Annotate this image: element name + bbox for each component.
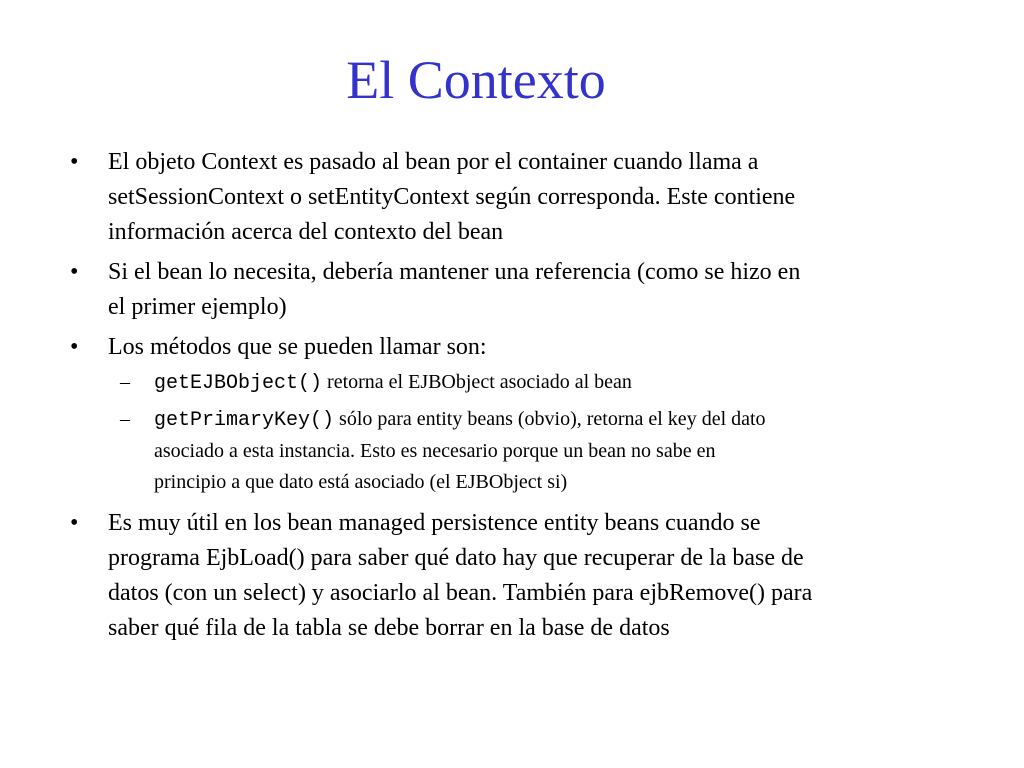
sub-bullet-point	[120, 404, 954, 498]
dash-icon: –	[120, 371, 130, 393]
sub-bullet-text: sólo para entity beans (obvio), retorna el key del dato	[334, 408, 766, 430]
method-name-code: getEJBObject()	[154, 372, 323, 395]
method-name-code: getPrimaryKey()	[154, 409, 335, 432]
bullet-text-line: programa EjbLoad() para saber qué dato hay que recuperar de la base de	[108, 545, 804, 571]
bullet-point	[70, 506, 968, 646]
sub-bullet-text-line	[154, 367, 954, 399]
bullet-icon: •	[70, 510, 79, 536]
bullet-point	[70, 255, 968, 325]
bullet-icon: •	[70, 334, 79, 360]
bullet-text-line: setSessionContext o setEntityContext según corresponda. Este contiene	[108, 184, 796, 210]
bullet-text-line: el primer ejemplo)	[108, 294, 287, 320]
bullet-text-line: información acerca del contexto del bean	[108, 219, 504, 245]
bullet-point	[70, 145, 968, 250]
sub-bullet-text-line	[154, 404, 954, 436]
slide-title: El Contexto	[346, 50, 606, 110]
sub-bullet-point	[120, 367, 954, 399]
bullet-text-line: Los métodos que se pueden llamar son:	[108, 334, 487, 360]
bullet-icon: •	[70, 149, 79, 175]
bullet-text-line: El objeto Context es pasado al bean por el container cuando llama a	[108, 149, 759, 175]
sub-bullet-text: retorna el EJBObject asociado al bean	[322, 371, 632, 393]
sub-bullet-text-line: principio a que dato está asociado (el EJBObject si)	[154, 471, 568, 493]
bullet-text-line: Es muy útil en los bean managed persistence entity beans cuando se	[108, 510, 761, 536]
bullet-point	[70, 330, 968, 365]
bullet-text-line: saber qué fila de la tabla se debe borrar en la base de datos	[108, 615, 670, 641]
bullet-text-line: datos (con un select) y asociarlo al bean. También para ejbRemove() para	[108, 580, 813, 606]
dash-icon: –	[120, 408, 130, 430]
sub-bullet-text-line: asociado a esta instancia. Esto es necesario porque un bean no sabe en	[154, 440, 716, 462]
bullet-text-line: Si el bean lo necesita, debería mantener una referencia (como se hizo en	[108, 259, 801, 285]
bullet-icon: •	[70, 259, 79, 285]
